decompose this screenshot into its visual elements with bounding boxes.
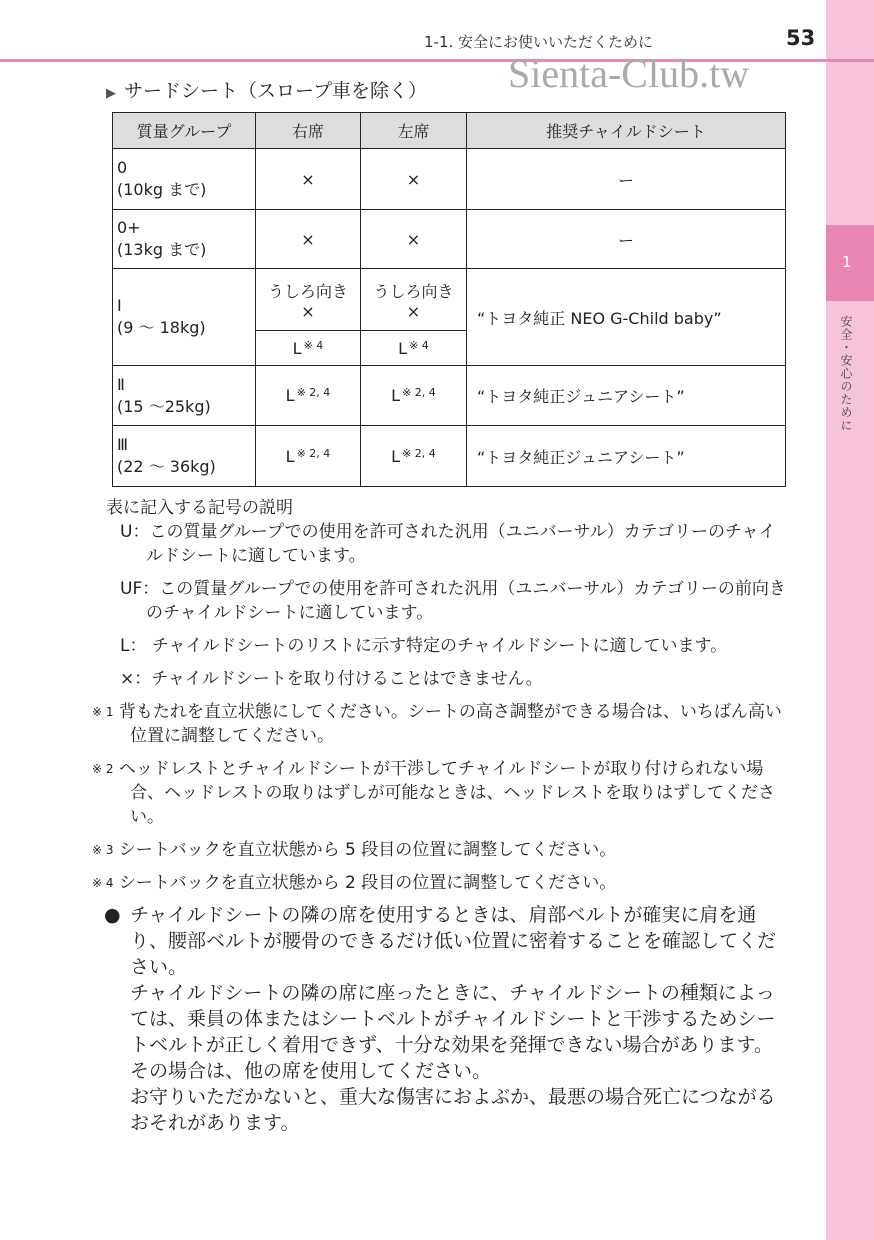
mark: L <box>285 446 295 466</box>
mark: L <box>391 386 401 405</box>
mark: L <box>285 386 295 405</box>
table-row <box>113 269 786 331</box>
section-header: 1-1. 安全にお使いいただくために <box>424 33 654 51</box>
left-cell: × <box>361 210 467 269</box>
col-header: 質量グループ <box>113 113 256 149</box>
footnote <box>92 700 792 748</box>
section-title <box>106 76 427 103</box>
rec-cell: “トヨタ純正ジュニアシート” <box>467 426 786 487</box>
right-cell: × <box>256 149 361 210</box>
footnote-text: シートバックを直立状態から 5 段目の位置に調整してください。 <box>118 840 617 860</box>
col-header: 右席 <box>256 113 361 149</box>
mark: L <box>292 338 302 358</box>
left-cell <box>361 426 467 487</box>
warning-paragraph: お守りいただかないと、重大な傷害におよぶか、最悪の場合死亡につながるおそれがあります。 <box>130 1086 776 1134</box>
note-ref: ※ 2, 4 <box>296 446 331 460</box>
warning-paragraph: チャイルドシートの隣の席を使用するときは、肩部ベルトが確実に肩を通り、腰部ベルトが腰骨のできるだけ低い位置に密着することを確認してください。 <box>130 904 777 978</box>
group-cell <box>113 210 256 269</box>
warning-paragraph: その場合は、他の席を使用してください。 <box>130 1060 492 1082</box>
right-cell <box>256 426 361 487</box>
triangle-icon: ▶ <box>106 86 116 101</box>
chapter-sidebar <box>826 0 874 1240</box>
group: 0+ <box>117 218 141 237</box>
note-ref: ※ 2, 4 <box>402 446 436 460</box>
left-cell: × <box>361 149 467 210</box>
group: Ⅰ <box>117 296 122 315</box>
warning-block <box>92 902 792 1136</box>
group-cell <box>113 149 256 210</box>
footnote <box>92 838 792 862</box>
warning-paragraph: チャイルドシートの隣の席に座ったときに、チャイルドシートの種類によっては、乗員の体またはシートベルトがチャイルドシートと干渉するためシートベルトが正しく着用できず、十分な効果を発揮できない場合があります。 <box>130 982 776 1056</box>
right-cell: × <box>256 210 361 269</box>
note-ref: ※ 2, 4 <box>296 386 331 399</box>
table-row <box>113 426 786 487</box>
table-header <box>113 113 786 149</box>
legend-item: UF：この質量グループでの使用を許可された汎用（ユニバーサル）カテゴリーの前向きのチャイルドシートに適しています。 <box>120 579 786 623</box>
range: (13kg まで) <box>117 240 207 259</box>
rec-cell: “トヨタ純正ジュニアシート” <box>467 366 786 426</box>
mark: × <box>406 301 421 321</box>
legend-item: L： チャイルドシートのリストに示す特定のチャイルドシートに適しています。 <box>120 636 728 656</box>
footnote <box>92 871 792 895</box>
legend-item: ×：チャイルドシートを取り付けることはできません。 <box>120 669 543 689</box>
rec-cell: “トヨタ純正 NEO G-Child baby” <box>467 269 786 366</box>
col-header: 推奨チャイルドシート <box>467 113 786 149</box>
mark: × <box>301 301 315 321</box>
right-cell <box>256 366 361 426</box>
left-cell <box>361 366 467 426</box>
note-ref: ※ 4 <box>303 338 324 352</box>
footnote-text: 背もたれを直立状態にしてください。シートの高さ調整ができる場合は、いちばん高い位置に調整してください。 <box>118 702 782 746</box>
table-row <box>113 366 786 426</box>
table-row <box>113 149 786 210</box>
group: 0 <box>117 158 128 177</box>
group-cell <box>113 269 256 366</box>
note-ref: ※ 2, 4 <box>402 386 436 399</box>
table-row <box>113 210 786 269</box>
mark: L <box>398 338 408 358</box>
group: Ⅲ <box>117 435 129 454</box>
watermark: Sienta-Club.tw <box>508 51 750 96</box>
range: (15 ～25kg) <box>117 396 211 416</box>
footnote-mark: ※ 1 <box>92 705 114 719</box>
group-cell <box>113 366 256 426</box>
right-cell <box>256 269 361 331</box>
child-seat-table <box>112 112 786 487</box>
legend-notes <box>92 496 792 1136</box>
group: Ⅱ <box>117 374 125 394</box>
footnote-mark: ※ 3 <box>92 843 114 857</box>
legend-title: 表に記入する記号の説明 <box>106 498 293 518</box>
left-cell <box>361 269 467 331</box>
note-ref: ※ 4 <box>409 338 429 352</box>
chapter-tab[interactable]: 1 <box>826 225 874 301</box>
rec-cell: ー <box>467 210 786 269</box>
page-number: 53 <box>786 26 816 50</box>
col-header: 左席 <box>361 113 467 149</box>
orientation: うしろ向き <box>373 281 454 301</box>
bullet-icon: ● <box>104 904 121 926</box>
footnote-mark: ※ 4 <box>92 876 114 890</box>
range: (9 ～ 18kg) <box>117 318 206 337</box>
mark: L <box>391 446 401 466</box>
footnote-text: シートバックを直立状態から 2 段目の位置に調整してください。 <box>118 873 617 893</box>
section-title-text: サードシート（スロープ車を除く） <box>124 80 428 102</box>
footnote <box>92 757 792 829</box>
left-cell <box>361 331 467 366</box>
rec-cell: ー <box>467 149 786 210</box>
footnote-text: ヘッドレストとチャイルドシートが干渉してチャイルドシートが取り付けられない場合、ヘッドレストの取りはずしが可能なときは、ヘッドレストを取りはずしてください。 <box>118 759 775 827</box>
range: (10kg まで) <box>117 180 207 199</box>
range: (22 ～ 36kg) <box>117 457 216 476</box>
footnote-mark: ※ 2 <box>92 762 114 776</box>
group-cell <box>113 426 256 487</box>
chapter-title: 安全・安心のために <box>839 315 853 432</box>
orientation: うしろ向き <box>267 281 348 301</box>
legend-item: U：この質量グループでの使用を許可された汎用（ユニバーサル）カテゴリーのチャイルドシートに適しています。 <box>120 522 776 566</box>
right-cell <box>256 331 361 366</box>
